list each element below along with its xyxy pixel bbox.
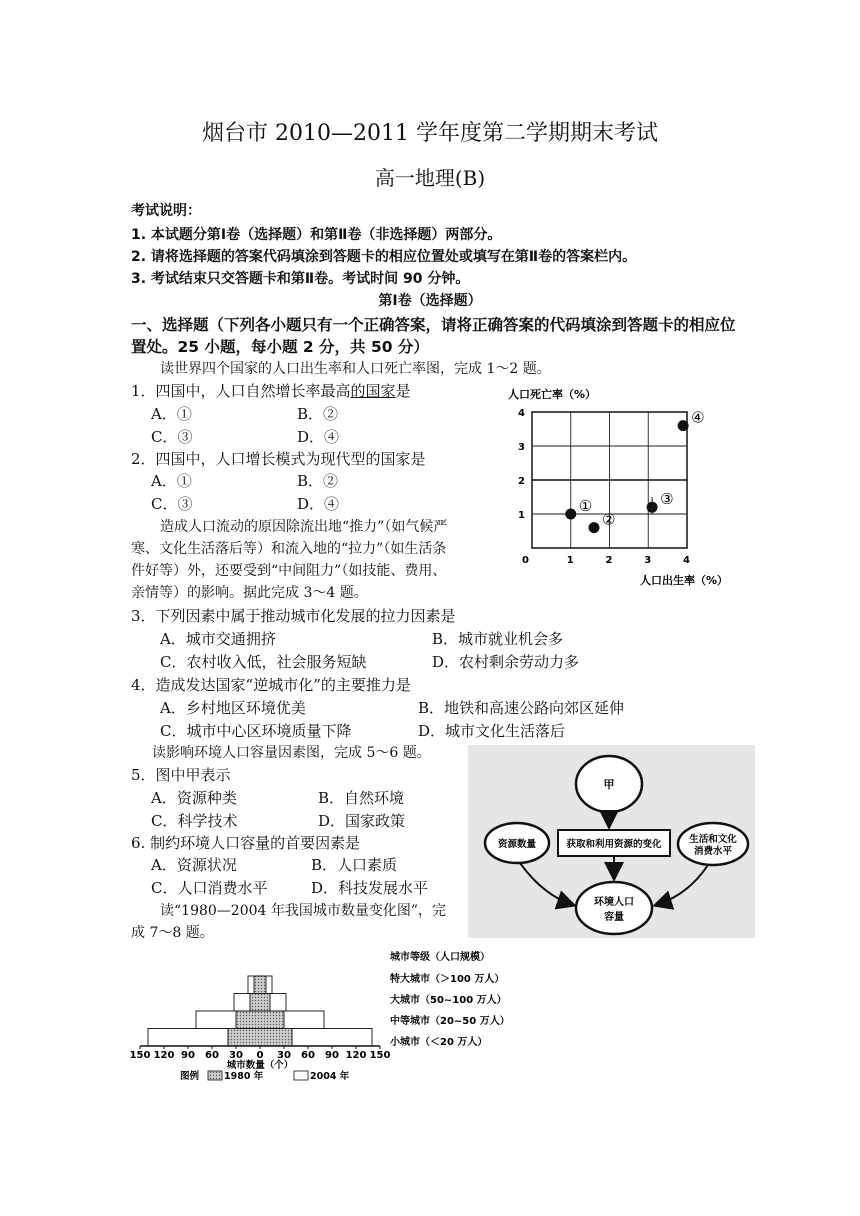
node-consumption-label-2: 消费水平 [693,846,733,857]
scatter-point-3 [647,502,658,513]
instruction-3: 3. 考试结束只交答题卡和第Ⅱ卷。考试时间 90 分钟。 [131,271,470,287]
pyramid-tick-label: 30 [229,1050,243,1061]
q6-option-d[interactable]: D．科技发展水平 [311,879,429,897]
node-resource-quantity-label: 资源数量 [497,839,537,850]
scatter-ylabel: 人口死亡率（%） [508,388,597,401]
pyramid-tick-label: 60 [301,1050,315,1061]
q4-option-c[interactable]: C．城市中心区环境质量下降 [160,722,352,740]
q4-option-d[interactable]: D．城市文化生活落后 [418,722,566,740]
q1-option-a[interactable]: A．① [151,405,192,423]
q6-option-a[interactable]: A．资源状况 [151,856,237,874]
q3-option-d[interactable]: D．农村剩余劳动力多 [432,653,580,671]
pyramid-legend-title: 图例 [180,1071,200,1082]
scatter-origin-label: 0 [522,555,529,566]
q2-option-b[interactable]: B．② [297,472,339,490]
q3-option-b[interactable]: B．城市就业机会多 [432,630,564,648]
legend-1980-swatch [208,1071,222,1080]
scatter-ytick: 2 [518,476,525,487]
q4-option-b[interactable]: B．地铁和高速公路向郊区延伸 [418,699,625,717]
scatter-ytick: 4 [518,408,525,419]
q1-option-b[interactable]: B．② [297,405,339,423]
scatter-point-label-1: ① [578,497,593,515]
pyramid-tick-label: 120 [345,1050,367,1061]
group4-lead-2: 成 7～8 题。 [131,925,214,941]
pyramid-tick-label: 120 [153,1050,175,1061]
scatter-ytick: 3 [518,442,525,453]
capacity-factors-diagram [468,745,755,938]
scatter-ticks [518,408,690,566]
q1-option-d[interactable]: D．④ [297,428,340,446]
legend-2004-swatch [294,1071,308,1080]
instruction-2: 2. 请将选择题的答案代码填涂到答题卡的相应位置处或填写在第Ⅱ卷的答案栏内。 [131,249,637,265]
pyramid-ticks [130,1046,391,1061]
node-environment-capacity [576,882,652,934]
scatter-xlabel: 人口出生率（%） [640,574,729,587]
q2-option-a[interactable]: A．① [151,472,192,490]
node-resource-change-label: 获取和利用资源的变化 [566,839,662,850]
q2-option-c[interactable]: C．③ [151,495,193,513]
question-3-stem: 3．下列因素中属于推动城市化发展的拉力因素是 [131,607,456,625]
q5-option-a[interactable]: A．资源种类 [151,789,237,807]
group2-lead-1: 造成人口流动的原因除流出地“推力”（如气候严 [160,519,448,535]
birth-death-rate-chart [500,380,760,590]
section-intro-line2: 置处。25 小题，每小题 2 分，共 50 分） [131,338,429,356]
scatter-point-label-4: ④ [691,408,705,427]
pyramid-tick-label: 90 [325,1050,339,1061]
node-jia-label: 甲 [603,778,615,791]
pyramid-category-labels [390,972,510,1048]
node-capacity-label-1: 环境人口 [594,897,634,908]
bar-1980 [250,994,270,1012]
group4-lead-1: 读“1980—2004 年我国城市数量变化图”，完 [160,903,447,919]
pyramid-axis-label: 城市数量（个） [226,1060,294,1071]
pyramid-tick-label: 150 [129,1050,151,1061]
scatter-xtick: 4 [683,555,690,566]
group1-lead: 读世界四个国家的人口出生率和人口死亡率图，完成 1～2 题。 [160,361,551,377]
scatter-point-4 [678,420,689,431]
q4-option-a[interactable]: A．乡村地区环境优美 [160,699,306,717]
group2-lead-4: 亲情等）的影响。据此完成 3～4 题。 [131,585,368,601]
bar-1980 [254,976,266,994]
q6-option-b[interactable]: B．人口素质 [311,856,398,874]
scatter-point-label-2: ② [602,510,616,529]
city-level-label: 特大城市（＞100 万人） [390,974,505,985]
scatter-xtick: 1 [566,555,574,566]
q3-option-a[interactable]: A．城市交通拥挤 [160,630,276,648]
q3-option-c[interactable]: C．农村收入低，社会服务短缺 [160,653,367,671]
city-level-label: 大城市（50~100 万人） [390,995,507,1006]
pyramid-bars [148,976,372,1046]
pyramid-tick-label: 0 [256,1050,264,1061]
group2-lead-3: 件好等）外，还要受到“中间阻力”（如技能、费用、 [131,563,447,579]
bar-1980 [236,1011,284,1029]
pyramid-tick-label: 90 [181,1050,195,1061]
q5-option-b[interactable]: B．自然环境 [318,789,405,807]
city-count-pyramid-chart [128,945,548,1085]
exam-title: 烟台市 2010—2011 学年度第二学期期末考试 [202,121,658,146]
city-level-heading: 城市等级（人口规模） [390,952,490,963]
question-1-stem: 1．四国中，人口自然增长率最高的国家是 [131,382,411,400]
node-capacity-label-2: 容量 [604,912,624,923]
instructions-heading: 考试说明： [131,203,201,219]
scatter-ytick: 1 [518,510,525,521]
legend-2004-label: 2004 年 [310,1071,350,1082]
exam-subtitle: 高一地理(B) [374,166,486,190]
scatter-point-label-3: ③ [660,490,674,509]
city-level-label: 小城市（＜20 万人） [390,1037,488,1048]
group2-lead-2: 寒、文化生活落后等）和流入地的“拉力”（如生活条 [131,541,447,557]
scatter-xtick: 2 [605,555,613,566]
q6-option-c[interactable]: C．人口消费水平 [151,879,268,897]
scatter-point-1 [565,509,576,520]
legend-1980-label: 1980 年 [224,1071,264,1082]
question-4-stem: 4．造成发达国家“逆城市化”的主要推力是 [131,676,411,694]
node-consumption-label-1: 生活和文化 [689,834,737,845]
q2-option-d[interactable]: D．④ [297,495,340,513]
q5-option-c[interactable]: C．科学技术 [151,812,238,830]
section-intro-line1: 一、选择题（下列各小题只有一个正确答案，请将正确答案的代码填涂到答题卡的相应位 [131,316,736,334]
question-6-stem: 6. 制约环境人口容量的首要因素是 [131,834,361,852]
pyramid-tick-label: 60 [205,1050,219,1061]
scatter-point-2 [589,522,600,533]
q1-option-c[interactable]: C．③ [151,428,193,446]
bar-1980 [228,1029,292,1047]
group3-lead: 读影响环境人口容量因素图，完成 5～6 题。 [152,745,431,761]
q5-option-d[interactable]: D．国家政策 [318,812,406,830]
question-2-stem: 2．四国中，人口增长模式为现代型的国家是 [131,450,426,468]
question-5-stem: 5．图中甲表示 [131,766,231,784]
pyramid-tick-label: 150 [369,1050,391,1061]
pyramid-tick-label: 30 [277,1050,291,1061]
instruction-1: 1. 本试题分第Ⅰ卷（选择题）和第Ⅱ卷（非选择题）两部分。 [131,227,502,243]
city-level-label: 中等城市（20~50 万人） [390,1016,510,1027]
scatter-xtick: 3 [644,555,652,566]
section-title: 第Ⅰ卷（选择题） [378,293,482,309]
